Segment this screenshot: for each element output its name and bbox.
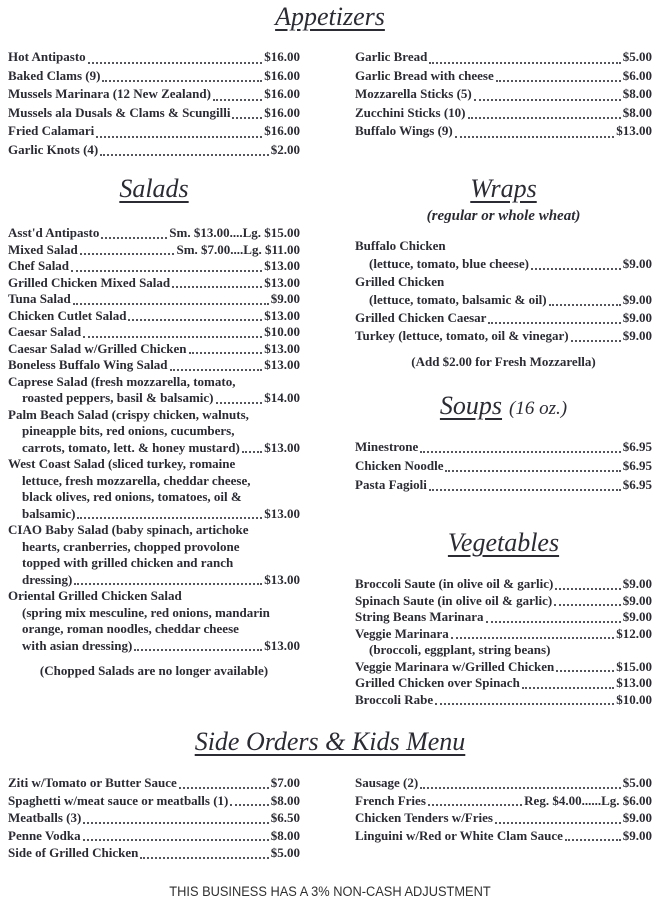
item-name: Palm Beach Salad (crispy chicken, walnuts, bbox=[8, 406, 249, 422]
item-name: Chef Salad bbox=[8, 258, 70, 273]
item-name: Garlic Bread bbox=[355, 49, 428, 64]
wraps-header bbox=[355, 174, 652, 224]
item-price: Sm. $13.00....Lg. $15.00 bbox=[169, 225, 300, 240]
menu-item-row bbox=[355, 576, 652, 593]
item-price: $12.00 bbox=[616, 625, 652, 641]
dot-leader bbox=[73, 303, 269, 305]
item-price: $9.00 bbox=[622, 310, 652, 325]
dot-leader bbox=[179, 787, 269, 789]
menu-item-row bbox=[8, 141, 300, 160]
item-name: (lettuce, tomato, blue cheese) bbox=[369, 256, 529, 271]
dot-leader bbox=[435, 703, 614, 705]
item-price: $9.00 bbox=[622, 292, 652, 307]
item-price: $9.00 bbox=[622, 592, 652, 608]
item-name: Spaghetti w/meat sauce or meatballs (1) bbox=[8, 792, 229, 808]
salads-section bbox=[8, 174, 300, 708]
item-price: $16.00 bbox=[264, 104, 300, 120]
soups-title: Soups bbox=[439, 391, 503, 420]
menu-item-row bbox=[355, 642, 652, 659]
menu-item-row bbox=[8, 357, 300, 374]
dot-leader bbox=[128, 319, 262, 321]
dot-leader bbox=[232, 117, 262, 119]
item-price: $9.00 bbox=[622, 609, 652, 624]
item-price: $13.00 bbox=[264, 637, 300, 653]
menu-item-row bbox=[8, 104, 300, 123]
menu-item-row bbox=[8, 341, 300, 358]
menu-item-row bbox=[355, 774, 652, 792]
dot-leader bbox=[88, 62, 263, 64]
menu-item-row bbox=[355, 626, 652, 643]
side-orders-header bbox=[8, 727, 652, 761]
menu-item-row bbox=[8, 423, 300, 440]
menu-item-row bbox=[8, 809, 300, 827]
menu-item-row bbox=[355, 809, 652, 827]
dot-leader bbox=[96, 136, 262, 138]
item-name: String Beans Marinara bbox=[355, 609, 484, 624]
soups-list bbox=[355, 437, 652, 494]
item-name: Side of Grilled Chicken bbox=[8, 845, 139, 860]
wraps-list bbox=[355, 237, 652, 345]
menu-item-row bbox=[8, 85, 300, 104]
side-orders-section bbox=[8, 727, 652, 862]
item-price: $9.00 bbox=[622, 328, 652, 343]
item-name: Buffalo Chicken bbox=[355, 238, 446, 253]
item-name: Hot Antipasto bbox=[8, 49, 86, 64]
item-name: Mixed Salad bbox=[8, 241, 78, 257]
appetizers-columns bbox=[8, 48, 652, 159]
wraps-title: Wraps bbox=[470, 174, 537, 203]
item-price: $6.95 bbox=[622, 439, 652, 454]
menu-item-row bbox=[355, 792, 652, 810]
soups-header bbox=[355, 391, 652, 425]
dot-leader bbox=[571, 340, 621, 342]
item-name: (spring mix mesculine, red onions, mandarin bbox=[22, 604, 270, 620]
item-name: Broccoli Saute (in olive oil & garlic) bbox=[355, 576, 554, 591]
item-price: $9.00 bbox=[622, 827, 652, 843]
dot-leader bbox=[101, 237, 167, 239]
menu-item-row bbox=[355, 85, 652, 104]
item-price: $13.00 bbox=[264, 307, 300, 323]
item-name: Caesar Salad w/Grilled Chicken bbox=[8, 340, 187, 356]
menu-item-row bbox=[355, 104, 652, 123]
side-orders-right-list bbox=[355, 774, 652, 862]
menu-item-row bbox=[355, 675, 652, 692]
item-name: black olives, red onions, tomatoes, oil & bbox=[22, 489, 242, 504]
dot-leader bbox=[554, 604, 621, 606]
item-name: Sausage (2) bbox=[355, 775, 419, 790]
item-name: with asian dressing) bbox=[22, 637, 133, 653]
item-price: $6.50 bbox=[270, 810, 300, 825]
item-name: Chicken Noodle bbox=[355, 458, 444, 473]
dot-leader bbox=[242, 451, 262, 453]
item-price: $13.00 bbox=[264, 258, 300, 273]
item-name: balsamic) bbox=[22, 505, 76, 521]
item-name: dressing) bbox=[22, 571, 73, 587]
menu-item-row bbox=[355, 456, 652, 475]
item-name: Garlic Bread with cheese bbox=[355, 67, 494, 83]
menu-item-row bbox=[355, 827, 652, 845]
menu-item-row bbox=[8, 407, 300, 424]
dot-leader bbox=[140, 857, 268, 859]
dot-leader bbox=[486, 621, 621, 623]
item-price: $13.00 bbox=[264, 505, 300, 521]
item-name: Oriental Grilled Chicken Salad bbox=[8, 588, 182, 603]
side-orders-columns bbox=[8, 774, 652, 862]
wraps-subtitle: (regular or whole wheat) bbox=[426, 208, 581, 224]
item-name: Garlic Knots (4) bbox=[8, 141, 99, 157]
item-price: $16.00 bbox=[264, 67, 300, 83]
menu-item-row bbox=[355, 659, 652, 676]
item-name: Baked Clams (9) bbox=[8, 67, 101, 83]
item-name: Grilled Chicken Caesar bbox=[355, 310, 487, 325]
item-name: Tuna Salad bbox=[8, 291, 71, 306]
item-name: Mozzarella Sticks (5) bbox=[355, 86, 472, 101]
item-price: $8.00 bbox=[270, 792, 300, 808]
dot-leader bbox=[172, 286, 262, 288]
item-name: Grilled Chicken bbox=[355, 274, 445, 289]
item-name: Veggie Marinara w/Grilled Chicken bbox=[355, 658, 555, 674]
item-price: $5.00 bbox=[622, 775, 652, 790]
item-name: Linguini w/Red or White Clam Sauce bbox=[355, 827, 563, 843]
item-price: Sm. $7.00....Lg. $11.00 bbox=[176, 241, 300, 257]
menu-item-row bbox=[355, 475, 652, 494]
menu-item-row bbox=[355, 67, 652, 86]
menu-item-row bbox=[8, 390, 300, 407]
item-name: Fried Calamari bbox=[8, 123, 95, 138]
dot-leader bbox=[216, 402, 263, 404]
menu-item-row bbox=[8, 456, 300, 473]
menu-item-row bbox=[8, 588, 300, 605]
wraps-section bbox=[355, 174, 652, 370]
menu-item-row bbox=[355, 327, 652, 345]
menu-item-row bbox=[355, 692, 652, 709]
dot-leader bbox=[428, 804, 522, 806]
menu-item-row bbox=[8, 291, 300, 308]
item-name: Chicken Tenders w/Fries bbox=[355, 810, 493, 825]
side-orders-title: Side Orders & Kids Menu bbox=[194, 727, 466, 756]
menu-item-row bbox=[8, 67, 300, 86]
item-name: Pasta Fagioli bbox=[355, 477, 427, 492]
item-price: $6.00 bbox=[622, 67, 652, 83]
item-price: $15.00 bbox=[616, 658, 652, 674]
appetizers-right-list bbox=[355, 48, 652, 159]
dot-leader bbox=[100, 154, 268, 156]
item-name: topped with grilled chicken and ranch bbox=[22, 555, 234, 570]
item-name: Ziti w/Tomato or Butter Sauce bbox=[8, 775, 177, 790]
salads-list bbox=[8, 225, 300, 654]
dot-leader bbox=[83, 822, 268, 824]
item-name: Caesar Salad bbox=[8, 324, 82, 339]
appetizers-section bbox=[8, 2, 652, 159]
item-name: West Coast Salad (sliced turkey, romaine bbox=[8, 456, 236, 471]
item-price: $13.00 bbox=[616, 123, 652, 138]
dot-leader bbox=[420, 787, 621, 789]
dot-leader bbox=[468, 117, 621, 119]
item-name: French Fries bbox=[355, 792, 426, 808]
dot-leader bbox=[455, 136, 614, 138]
item-name: Grilled Chicken Mixed Salad bbox=[8, 274, 171, 290]
item-name: Asst'd Antipasto bbox=[8, 225, 100, 240]
dot-leader bbox=[488, 322, 620, 324]
menu-item-row bbox=[355, 593, 652, 610]
side-orders-left-list bbox=[8, 774, 300, 862]
item-price: $10.00 bbox=[264, 324, 300, 339]
item-price: $8.00 bbox=[622, 104, 652, 120]
menu-item-row bbox=[355, 237, 652, 255]
menu-item-row bbox=[355, 122, 652, 141]
item-name: (lettuce, tomato, balsamic & oil) bbox=[369, 292, 547, 307]
salads-note: (Chopped Salads are no longer available) bbox=[39, 663, 269, 678]
item-price: $16.00 bbox=[264, 86, 300, 101]
item-price: $7.00 bbox=[270, 775, 300, 790]
item-price: $9.00 bbox=[270, 291, 300, 306]
menu-item-row bbox=[8, 555, 300, 572]
menu-item-row bbox=[8, 473, 300, 490]
menu-item-row bbox=[8, 324, 300, 341]
menu-item-row bbox=[355, 48, 652, 67]
dot-leader bbox=[71, 270, 262, 272]
item-name: Mussels Marinara (12 New Zealand) bbox=[8, 86, 211, 101]
item-price: $9.00 bbox=[622, 256, 652, 271]
dot-leader bbox=[531, 268, 621, 270]
appetizers-header bbox=[8, 2, 652, 36]
dot-leader bbox=[451, 637, 615, 639]
item-price: Reg. $4.00......Lg. $6.00 bbox=[524, 792, 652, 808]
item-name: pineapple bits, red onions, cucumbers, bbox=[22, 423, 235, 438]
dot-leader bbox=[549, 304, 621, 306]
appetizers-left-list bbox=[8, 48, 300, 159]
item-price: $6.95 bbox=[622, 458, 652, 473]
dot-leader bbox=[74, 583, 262, 585]
item-price: $6.95 bbox=[622, 477, 652, 492]
dot-leader bbox=[565, 839, 621, 841]
item-name: carrots, tomato, lett. & honey mustard) bbox=[22, 439, 240, 455]
dot-leader bbox=[495, 822, 621, 824]
item-name: Zucchini Sticks (10) bbox=[355, 104, 466, 120]
menu-item-row bbox=[8, 572, 300, 589]
item-name: orange, roman noodles, cheddar cheese bbox=[22, 621, 239, 636]
menu-item-row bbox=[355, 291, 652, 309]
item-name: Meatballs (3) bbox=[8, 810, 82, 825]
footer-disclaimer: THIS BUSINESS HAS A 3% NON-CASH ADJUSTMENT bbox=[169, 883, 491, 899]
dot-leader bbox=[77, 517, 262, 519]
menu-item-row bbox=[355, 255, 652, 273]
menu-item-row bbox=[355, 273, 652, 291]
menu-item-row bbox=[355, 609, 652, 626]
menu-item-row bbox=[8, 275, 300, 292]
dot-leader bbox=[496, 80, 621, 82]
item-name: Chicken Cutlet Salad bbox=[8, 307, 127, 323]
menu-item-row bbox=[8, 792, 300, 810]
menu-item-row bbox=[8, 621, 300, 638]
item-name: CIAO Baby Salad (baby spinach, artichoke bbox=[8, 522, 249, 537]
menu-item-row bbox=[8, 539, 300, 556]
vegetables-title: Vegetables bbox=[447, 528, 560, 557]
item-price: $13.00 bbox=[264, 340, 300, 356]
menu-item-row bbox=[355, 309, 652, 327]
dot-leader bbox=[474, 99, 621, 101]
item-name: Mussels ala Dusals & Clams & Scungilli bbox=[8, 104, 231, 120]
soups-section bbox=[355, 391, 652, 494]
menu-item-row bbox=[8, 440, 300, 457]
menu-item-row bbox=[8, 374, 300, 391]
menu-item-row bbox=[355, 437, 652, 456]
menu-item-row bbox=[8, 242, 300, 259]
item-price: $10.00 bbox=[616, 691, 652, 707]
dot-leader bbox=[556, 670, 614, 672]
menu-item-row bbox=[8, 605, 300, 622]
item-price: $13.00 bbox=[616, 675, 652, 690]
item-name: Veggie Marinara bbox=[355, 625, 449, 641]
dot-leader bbox=[213, 99, 262, 101]
dot-leader bbox=[429, 62, 620, 64]
right-column bbox=[355, 174, 652, 708]
vegetables-section bbox=[355, 528, 652, 708]
item-name: Buffalo Wings (9) bbox=[355, 123, 453, 138]
item-name: Turkey (lettuce, tomato, oil & vinegar) bbox=[355, 328, 569, 343]
salads-header bbox=[8, 174, 300, 208]
item-name: Broccoli Rabe bbox=[355, 691, 434, 707]
dot-leader bbox=[445, 470, 620, 472]
item-price: $16.00 bbox=[264, 49, 300, 64]
dot-leader bbox=[102, 80, 262, 82]
item-price: $13.00 bbox=[264, 439, 300, 455]
wraps-note: (Add $2.00 for Fresh Mozzarella) bbox=[411, 354, 596, 369]
menu-item-row bbox=[8, 827, 300, 845]
menu-item-row bbox=[8, 48, 300, 67]
vegetables-list bbox=[355, 576, 652, 708]
dot-leader bbox=[189, 352, 263, 354]
menu-item-row bbox=[8, 225, 300, 242]
menu-item-row bbox=[8, 122, 300, 141]
item-price: $5.00 bbox=[270, 845, 300, 860]
menu-item-row bbox=[8, 258, 300, 275]
item-price: $13.00 bbox=[264, 274, 300, 290]
item-price: $14.00 bbox=[264, 390, 300, 405]
item-name: (broccoli, eggplant, string beans) bbox=[369, 642, 551, 657]
soups-size-suffix: (16 oz.) bbox=[509, 398, 568, 419]
menu-item-row bbox=[8, 638, 300, 655]
item-price: $16.00 bbox=[264, 123, 300, 138]
dot-leader bbox=[83, 336, 262, 338]
item-name: Spinach Saute (in olive oil & garlic) bbox=[355, 592, 553, 608]
dot-leader bbox=[134, 649, 262, 651]
item-name: roasted peppers, basil & balsamic) bbox=[22, 390, 214, 405]
dot-leader bbox=[429, 489, 621, 491]
item-name: hearts, cranberries, chopped provolone bbox=[22, 538, 240, 554]
dot-leader bbox=[420, 451, 620, 453]
menu-item-row bbox=[8, 844, 300, 862]
menu-item-row bbox=[8, 522, 300, 539]
salads-title: Salads bbox=[119, 174, 189, 203]
item-name: lettuce, fresh mozzarella, cheddar cheese, bbox=[22, 472, 251, 488]
item-name: Minestrone bbox=[355, 439, 419, 454]
item-name: Grilled Chicken over Spinach bbox=[355, 675, 520, 690]
item-price: $9.00 bbox=[622, 810, 652, 825]
item-price: $13.00 bbox=[264, 571, 300, 587]
middle-columns bbox=[8, 174, 652, 708]
menu-item-row bbox=[8, 506, 300, 523]
item-price: $8.00 bbox=[270, 827, 300, 843]
dot-leader bbox=[170, 369, 263, 371]
item-name: Caprese Salad (fresh mozzarella, tomato, bbox=[8, 373, 236, 389]
vegetables-header bbox=[355, 528, 652, 562]
appetizers-title: Appetizers bbox=[275, 2, 385, 31]
menu-item-row bbox=[8, 774, 300, 792]
dot-leader bbox=[83, 839, 269, 841]
item-price: $2.00 bbox=[270, 141, 300, 157]
item-name: Penne Vodka bbox=[8, 827, 81, 843]
item-price: $9.00 bbox=[622, 576, 652, 591]
item-price: $13.00 bbox=[264, 357, 300, 372]
item-price: $8.00 bbox=[622, 86, 652, 101]
menu-item-row bbox=[8, 489, 300, 506]
dot-leader bbox=[230, 804, 268, 806]
item-name: Boneless Buffalo Wing Salad bbox=[8, 357, 168, 372]
dot-leader bbox=[555, 588, 620, 590]
item-price: $5.00 bbox=[622, 49, 652, 64]
menu-item-row bbox=[8, 308, 300, 325]
dot-leader bbox=[522, 687, 614, 689]
dot-leader bbox=[80, 253, 175, 255]
